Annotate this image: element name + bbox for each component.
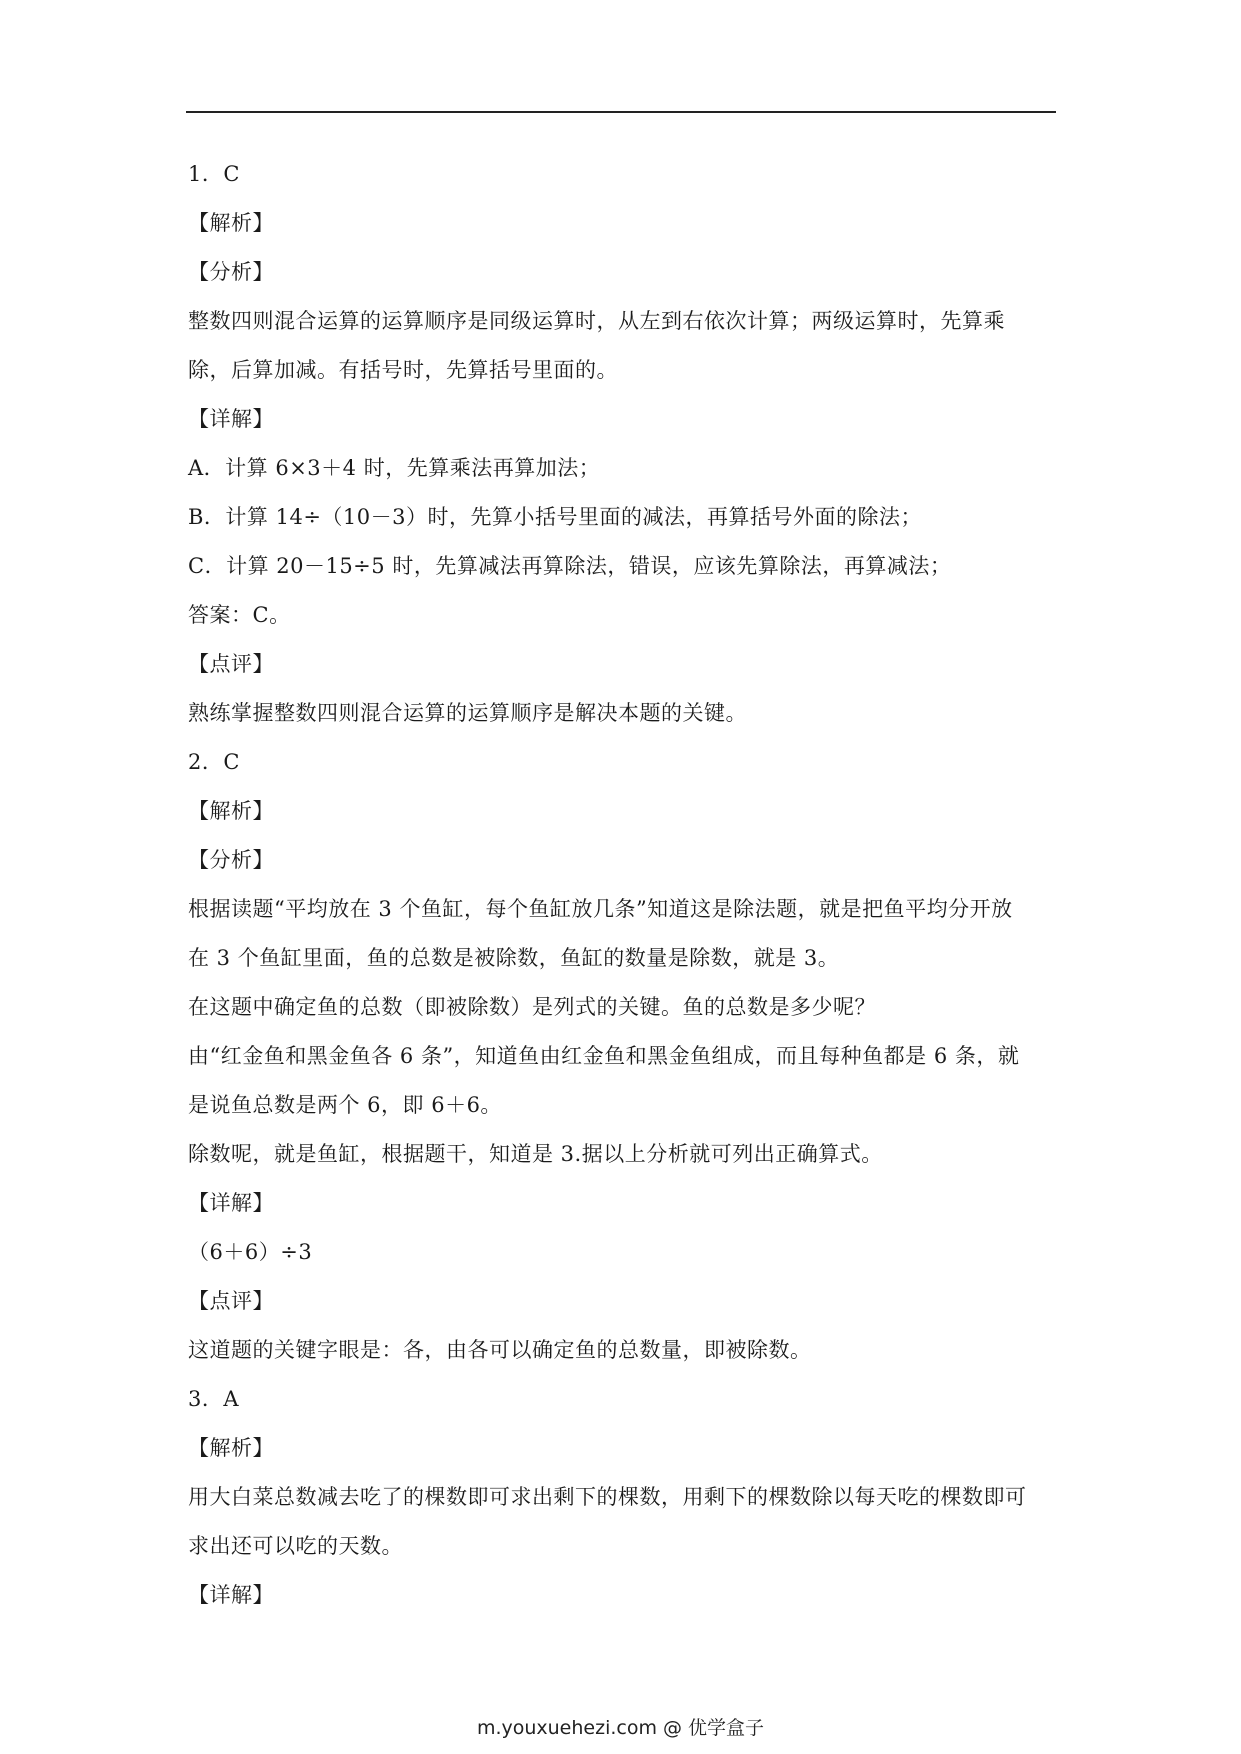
text-line: 【解析】: [188, 799, 274, 823]
text-line: 【点评】: [188, 1289, 274, 1313]
text-line: B．计算 14÷（10－3）时，先算小括号里面的减法，再算括号外面的除法；: [188, 505, 923, 529]
text-line: 2．C: [188, 750, 240, 774]
text-line: 根据读题“平均放在 3 个鱼缸，每个鱼缸放几条”知道这是除法题，就是把鱼平均分开放: [188, 897, 1013, 921]
text-line: 【分析】: [188, 848, 274, 872]
text-line: 是说鱼总数是两个 6，即 6＋6。: [188, 1093, 502, 1117]
text-line: 【点评】: [188, 652, 274, 676]
text-line: 【详解】: [188, 1191, 274, 1215]
text-line: C．计算 20－15÷5 时，先算减法再算除法，错误，应该先算除法，再算减法；: [188, 554, 952, 578]
text-line: 除数呢，就是鱼缸，根据题干，知道是 3.据以上分析就可列出正确算式。: [188, 1142, 883, 1166]
text-line: 熟练掌握整数四则混合运算的运算顺序是解决本题的关键。: [188, 701, 747, 725]
text-line: 【分析】: [188, 260, 274, 284]
text-line: 1．C: [188, 162, 240, 186]
text-line: 除，后算加减。有括号时，先算括号里面的。: [188, 358, 618, 382]
text-line: 3．A: [188, 1387, 240, 1411]
text-line: 求出还可以吃的天数。: [188, 1534, 403, 1558]
text-line: 这道题的关键字眼是：各，由各可以确定鱼的总数量，即被除数。: [188, 1338, 812, 1362]
text-line: 在 3 个鱼缸里面，鱼的总数是被除数，鱼缸的数量是除数，就是 3。: [188, 946, 840, 970]
document-body: [188, 150, 1056, 1620]
text-line: 整数四则混合运算的运算顺序是同级运算时，从左到右依次计算；两级运算时，先算乘: [188, 309, 1005, 333]
text-line: 由“红金鱼和黑金鱼各 6 条”，知道鱼由红金鱼和黑金鱼组成，而且每种鱼都是 6 条，就: [188, 1044, 1020, 1068]
text-line: A．计算 6×3＋4 时，先算乘法再算加法；: [188, 456, 601, 480]
text-line: 【解析】: [188, 1436, 274, 1460]
text-line: 【详解】: [188, 407, 274, 431]
header-rule: [186, 111, 1056, 113]
text-line: 答案：C。: [188, 603, 291, 627]
text-line: （6＋6）÷3: [188, 1240, 313, 1264]
text-line: 在这题中确定鱼的总数（即被除数）是列式的关键。鱼的总数是多少呢？: [188, 995, 876, 1019]
text-line: 【解析】: [188, 211, 274, 235]
footer-watermark: m.youxuehezi.com @ 优学盒子: [476, 1717, 765, 1739]
text-line: 【详解】: [188, 1583, 274, 1607]
text-line: 用大白菜总数减去吃了的棵数即可求出剩下的棵数，用剩下的棵数除以每天吃的棵数即可: [188, 1485, 1027, 1509]
